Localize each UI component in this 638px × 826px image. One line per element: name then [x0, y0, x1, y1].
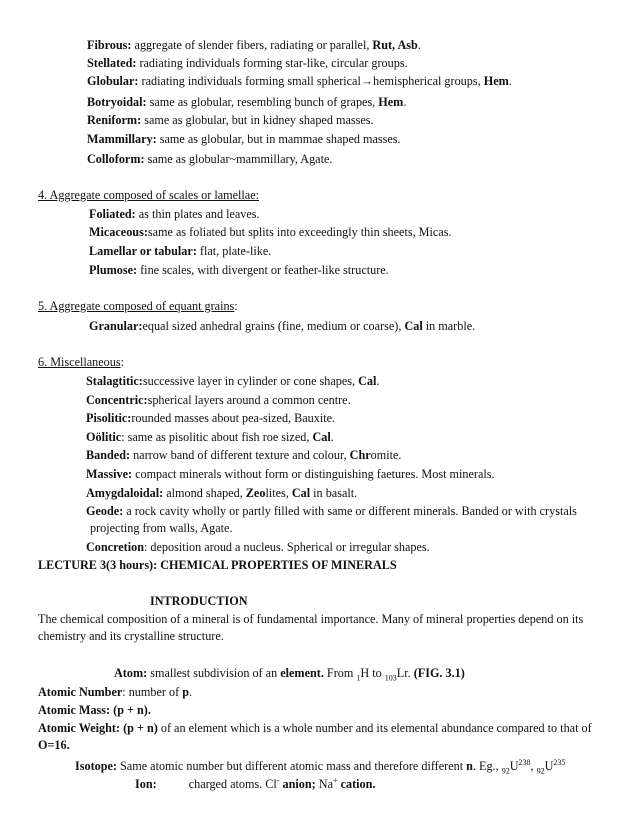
- intro-heading: INTRODUCTION: [150, 594, 248, 608]
- item-oolitic: Oölitic: same as pisolitic about fish roe sized, Cal.: [86, 430, 334, 444]
- item-concretion: Concretion: deposition aroud a nucleus. Spherical or irregular shapes.: [86, 540, 430, 554]
- item-plumose: Plumose: fine scales, with divergent or feather-like structure.: [89, 263, 389, 277]
- section-5-title: 5. Aggregate composed of equant grains:: [38, 299, 238, 313]
- atomic-mass: Atomic Mass: (p + n).: [38, 703, 151, 717]
- habit-botryoidal: Botryoidal: same as globular, resembling bunch of grapes, Hem.: [87, 95, 407, 109]
- item-granular: Granular:equal sized anhedral grains (fine, medium or coarse), Cal in marble.: [89, 319, 476, 333]
- item-micaceous: Micaceous:same as foliated but splits into exceedingly thin sheets, Micas.: [89, 225, 452, 239]
- item-geode: Geode: a rock cavity wholly or partly filled with same or different minerals. Banded or with crystals: [86, 504, 577, 518]
- item-banded: Banded: narrow band of different texture and colour, Chromite.: [86, 448, 402, 462]
- item-massive: Massive: compact minerals without form or distinguishing faetures. Most minerals.: [86, 467, 495, 481]
- habit-reniform: Reniform: same as globular, but in kidney shaped masses.: [87, 113, 374, 127]
- atom-definition: Atom: smallest subdivision of an element. From $_1$H to $_{103}$Lr. (FIG. 3.1): [114, 666, 465, 683]
- atomic-weight: Atomic Weight: (p + n) of an element which is a whole number and its elemental abundance compared to that of O=16.: [38, 721, 592, 752]
- item-foliated: Foliated: as thin plates and leaves.: [89, 207, 260, 221]
- item-concentric: Concentric:spherical layers around a common centre.: [86, 393, 351, 407]
- item-amygdaloidal: Amygdaloidal: almond shaped, Zeolites, Cal in basalt.: [86, 486, 358, 500]
- habit-stellated: Stellated: radiating individuals forming star-like, circular groups.: [87, 56, 408, 70]
- section-6-title: 6. Miscellaneous:: [38, 355, 124, 369]
- isotope-definition: Isotope: Same atomic number but different atomic mass and therefore different n. Eg., $_{92}U^{238}$, $_{92}U^{235}$: [75, 757, 566, 776]
- item-geode-cont: projecting from walls, Agate.: [90, 521, 233, 535]
- item-pisolitic: Pisolitic:rounded masses about pea-sized, Bauxite.: [86, 411, 336, 425]
- ion-definition: Ion: charged atoms. Cl- anion; Na+ cation.: [135, 775, 376, 791]
- habit-fibrous: Fibrous: aggregate of slender fibers, radiating or parallel, Rut, Asb.: [87, 38, 421, 52]
- atomic-number: Atomic Number: number of p.: [38, 685, 193, 699]
- habit-colloform: Colloform: same as globular~mammillary, Agate.: [87, 152, 333, 166]
- habit-globular: Globular: radiating individuals forming small spherical→hemispherical groups, Hem.: [87, 74, 512, 88]
- item-stalagtitic: Stalagtitic:successive layer in cylinder or cone shapes, Cal.: [86, 374, 380, 388]
- habit-mammillary: Mammillary: same as globular, but in mammae shaped masses.: [87, 132, 401, 146]
- intro-paragraph: The chemical composition of a mineral is of fundamental importance. Many of mineral properties depend on its chemistry and its crystalline structure.: [38, 612, 584, 643]
- lecture-title: LECTURE 3(3 hours): CHEMICAL PROPERTIES OF MINERALS: [38, 558, 397, 572]
- item-lamellar: Lamellar or tabular: flat, plate-like.: [89, 244, 272, 258]
- section-4-title: 4. Aggregate composed of scales or lamellae:: [38, 188, 259, 202]
